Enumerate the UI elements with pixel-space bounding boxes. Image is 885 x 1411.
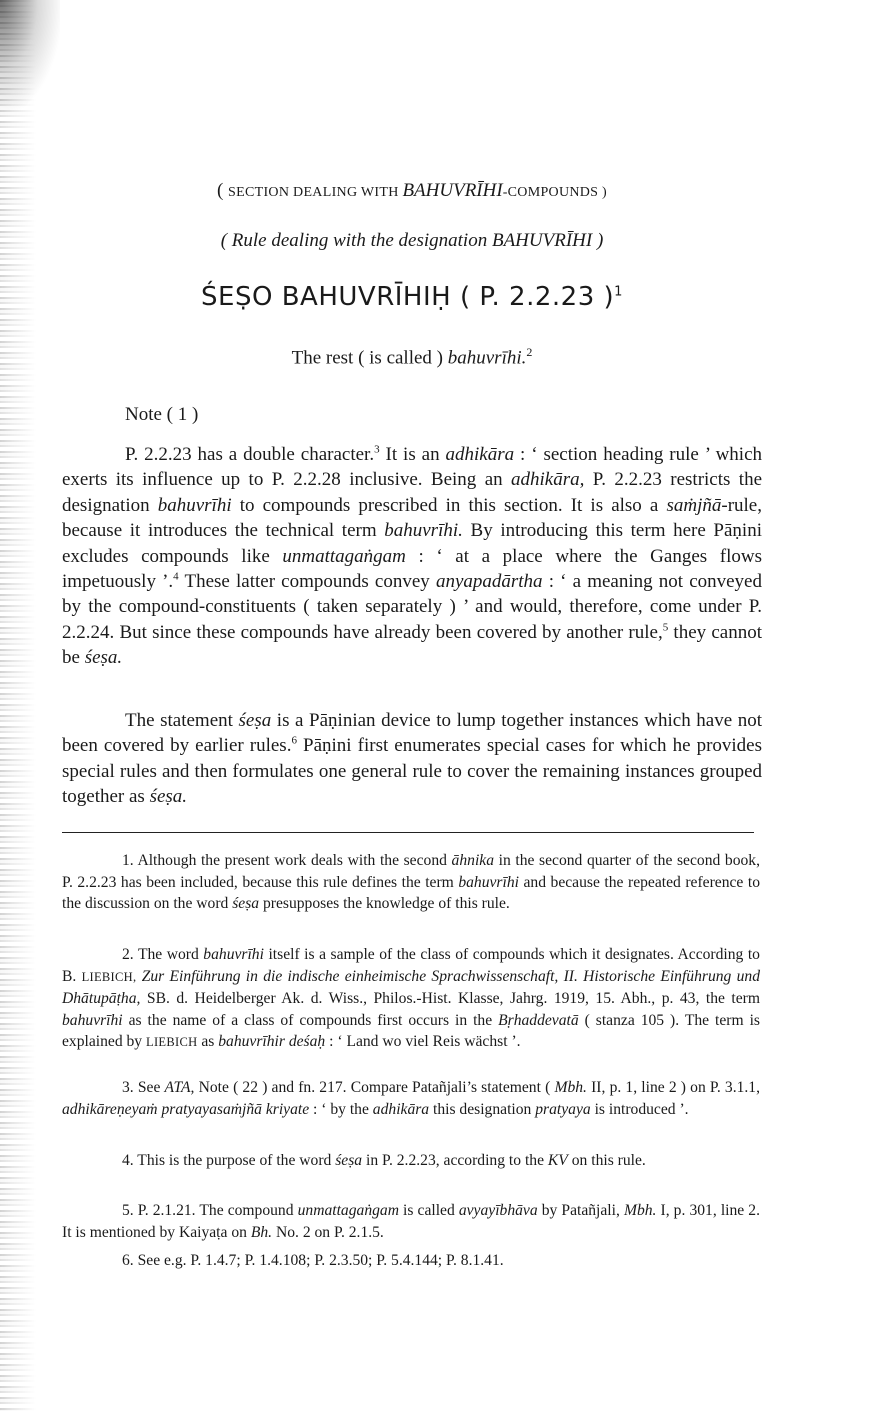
footnote-ref: 4 <box>173 570 179 583</box>
text: 4. This is the purpose of the word <box>122 1152 336 1169</box>
footnote-6 <box>62 1250 760 1272</box>
text: on this rule. <box>567 1152 646 1169</box>
text: By introducing this term here Pāṇini excludes compounds like <box>62 520 762 567</box>
text: : ‘ at a place where the Ganges flows impetuously ’. <box>62 545 762 593</box>
term: adhikāra, <box>511 469 585 491</box>
text: ( stanza 105 ). The term is explained by <box>62 1011 760 1050</box>
term: Bṛhaddevatā <box>498 1011 579 1029</box>
text: in P. 2.2.23, according to the <box>362 1152 548 1169</box>
term: bahuvrīhi <box>203 946 264 963</box>
term: Mbh. <box>554 1079 587 1096</box>
book-title: Zur Einführung in die indische einheimische Sprachwissenschaft, II. Historische Einführung und Dhātupāṭha, <box>62 967 761 1007</box>
footnote-5 <box>62 1200 760 1243</box>
text: is a Pāṇinian device to lump together instances which have not been covered by earlier rules. <box>62 710 762 757</box>
text: 2. The word <box>122 946 204 963</box>
footnote-ref: 6 <box>291 735 297 748</box>
term: bahuvrīhi <box>62 1011 123 1029</box>
term: ATA, <box>164 1079 195 1096</box>
text: is called <box>398 1202 459 1219</box>
text: as the name of a class of compounds first occurs in the <box>122 1011 499 1029</box>
section-heading <box>62 180 762 202</box>
term: saṁjñā <box>666 494 722 516</box>
text: SB. d. Heidelberger Ak. d. Wiss., Philos.-Hist. Klasse, Jahrg. 1919, 15. Abh., p. 43, the term <box>140 990 760 1007</box>
section-text-2: -COMPOUNDS ) <box>502 185 608 200</box>
text: : ‘ a meaning not conveyed by the compound-constituents ( taken separately ) ’ and would, therefore, come under P. 2.2.24. But since these compounds have already been covered by another rule, <box>62 571 762 643</box>
term: adhikāra <box>372 1100 430 1118</box>
text: -rule, because it introduces the technical term <box>62 494 762 542</box>
text: The statement <box>125 710 239 731</box>
author-name: LIEBICH <box>146 1035 198 1049</box>
footnote-ref: 3 <box>374 443 380 456</box>
body-paragraph-1 <box>62 442 762 671</box>
term: KV <box>547 1152 568 1169</box>
term: anyapadārtha <box>435 571 543 593</box>
text: is introduced ’. <box>590 1100 689 1118</box>
term: avyayībhāva <box>458 1202 538 1219</box>
text: in the second quarter of the second book, P. 2.2.23 has been included, because this rule defines the term <box>62 852 760 891</box>
text: to compounds prescribed in this section. It is also a <box>231 494 667 516</box>
term: śeṣa <box>238 710 272 731</box>
footnote-2 <box>62 944 760 1054</box>
text: 5. P. 2.1.21. The compound <box>122 1202 298 1219</box>
term: śeṣa. <box>84 647 123 669</box>
section-text-1: SECTION DEALING WITH <box>228 185 403 200</box>
text: 3. See <box>122 1079 165 1096</box>
scanned-page-edge <box>0 0 36 1411</box>
term: unmattagaṅgam <box>282 545 406 567</box>
text: It is an <box>379 444 446 465</box>
term: bahuvrīhi <box>458 873 519 891</box>
text: and because the repeated reference to the discussion on the word <box>62 873 760 912</box>
note-heading: Note ( 1 ) <box>125 404 199 425</box>
footnote-4 <box>62 1150 760 1172</box>
term: adhikāra <box>445 444 515 465</box>
term: bahuvrīhir deśaḥ <box>218 1033 326 1050</box>
text: : ‘ by the <box>309 1100 373 1118</box>
translation-text: The rest ( is called ) <box>291 347 448 369</box>
term: bahuvrīhi <box>157 494 232 516</box>
term: śeṣa <box>232 895 260 912</box>
term: Bh. <box>250 1223 273 1241</box>
text: : ‘ Land wo viel Reis wächst ’. <box>325 1033 521 1050</box>
term: pratyaya <box>535 1100 591 1118</box>
text: as <box>197 1033 219 1050</box>
term: śeṣa. <box>149 786 188 808</box>
text: Pāṇini first enumerates special cases for which he provides special rules and then formulates one general rule to cover the remaining instances grouped together as <box>62 735 763 808</box>
text: I, p. 301, line 2. It is mentioned by Kaiyaṭa on <box>62 1202 760 1241</box>
text: Note ( 22 ) and fn. 217. Compare Patañjali’s statement ( <box>194 1079 555 1096</box>
rule-designation: ( Rule dealing with the designation BAHUVRĪHI ) <box>220 230 604 251</box>
term: śeṣa <box>335 1152 363 1169</box>
term: bahuvrīhi. <box>384 520 463 542</box>
sutra-title <box>62 282 762 312</box>
sutra-translation <box>62 345 762 369</box>
text: presupposes the knowledge of this rule. <box>259 895 510 912</box>
text: this designation <box>429 1100 536 1118</box>
footnote-ref: 5 <box>662 621 669 634</box>
footnote-ref: 1 <box>614 284 623 300</box>
text: itself is a sample of the class of compounds which it designates. According to B. <box>62 946 760 985</box>
footnote-1 <box>62 850 760 915</box>
footnote-separator <box>62 832 754 833</box>
text: These latter compounds convey <box>178 571 436 593</box>
footnote-3 <box>62 1077 760 1120</box>
text: : ‘ section heading rule ’ which exerts its influence up to P. 2.2.28 inclusive. Being an <box>62 444 763 491</box>
term: Mbh. <box>623 1202 657 1219</box>
text: P. 2.2.23 has a double character. <box>125 444 375 465</box>
section-compound-name: BAHUVRĪHI <box>402 180 503 201</box>
text: by Patañjali, <box>537 1202 624 1219</box>
term: adhikāreṇeyaṁ pratyayasaṁjñā kriyate <box>62 1100 310 1118</box>
footnote-ref: 2 <box>526 345 533 359</box>
author-name: LIEBICH, <box>81 969 137 984</box>
text: 1. Although the present work deals with the second <box>122 852 452 869</box>
sutra-text: ŚEṢO BAHUVRĪHIḤ ( P. 2.2.23 ) <box>201 282 615 312</box>
term: āhnika <box>451 852 494 869</box>
text: they cannot be <box>62 621 762 669</box>
body-paragraph-2 <box>62 708 762 810</box>
text: No. 2 on P. 2.1.5. <box>272 1223 384 1241</box>
scan-shadow <box>0 0 60 110</box>
translation-term: bahuvrīhi. <box>447 347 527 369</box>
text: P. 2.2.23 restricts the designation <box>62 469 763 516</box>
term: unmattagaṅgam <box>297 1202 399 1219</box>
text: II, p. 1, line 2 ) on P. 3.1.1, <box>586 1079 760 1096</box>
section-open: ( <box>216 180 229 201</box>
text: 6. See e.g. P. 1.4.7; P. 1.4.108; P. 2.3.50; P. 5.4.144; P. 8.1.41. <box>122 1252 504 1269</box>
